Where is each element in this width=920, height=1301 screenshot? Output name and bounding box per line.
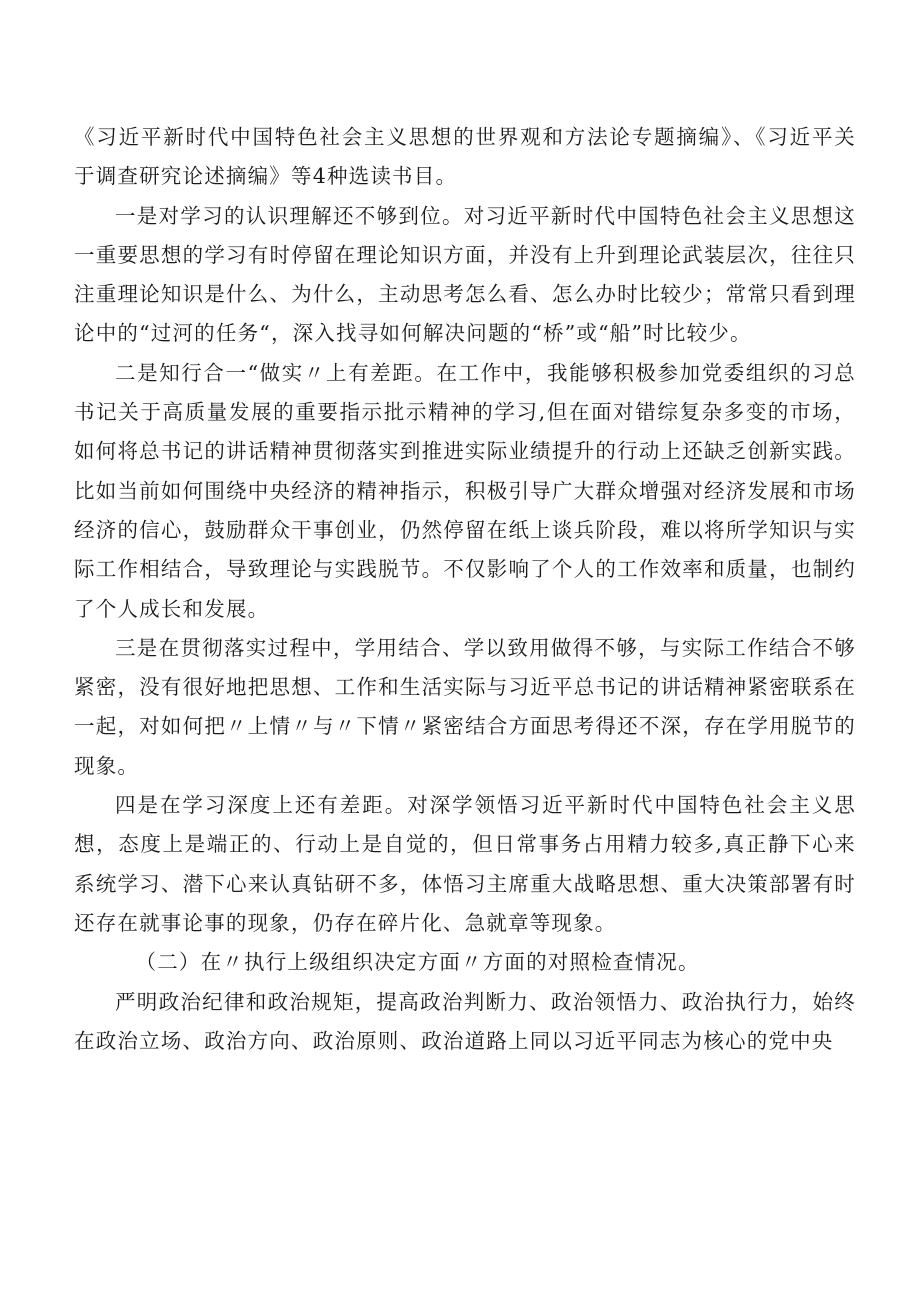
paragraph-point-two: 二是知行合一“做实〃上有差距。在工作中，我能够积极参加党委组织的习总书记关于高质量发展的重要指示批示精神的学习,但在面对错综复杂多变的市场，如何将总书记的讲话精神贯彻落实到推进实际业绩提升的行动上还缺乏创新实践。比如当前如何围绕中央经济的精神指示，积极引导广大群众增强对经济发展和市场经济的信心，鼓励群众干事创业，仍然停留在纸上谈兵阶段，难以将所学知识与实际工作相结合，导致理论与实践脱节。不仅影响了个人的工作效率和质量，也制约了个人成长和发展。 (74, 360, 856, 621)
document-page (74, 118, 856, 1061)
paragraph-reading-list: 《习近平新时代中国特色社会主义思想的世界观和方法论专题摘编》、《习近平关于调查研究论述摘编》等4种选读书目。 (74, 125, 856, 189)
paragraph-point-three: 三是在贯彻落实过程中，学用结合、学以致用做得不够，与实际工作结合不够紧密，没有很好地把思想、工作和生活实际与习近平总书记的讲话精神紧密联系在一起，对如何把〃上情〃与〃下情〃紧密结合方面思考得还不深，存在学用脱节的现象。 (74, 635, 856, 778)
paragraph-point-one: 一是对学习的认识理解还不够到位。对习近平新时代中国特色社会主义思想这一重要思想的学习有时停留在理论知识方面，并没有上升到理论武装层次，往往只注重理论知识是什么、为什么，主动思考怎么看、怎么办时比较少；常常只看到理论中的“过河的任务“，深入找寻如何解决问题的“桥”或“船”时比较少。 (74, 203, 856, 346)
paragraph-section-two-body: 严明政治纪律和政治规矩，提高政治判断力、政治领悟力、政治执行力，始终在政治立场、政治方向、政治原则、政治道路上同以习近平同志为核心的党中央 (74, 989, 856, 1053)
paragraph-point-four: 四是在学习深度上还有差距。对深学领悟习近平新时代中国特色社会主义思想，态度上是端正的、行动上是自觉的，但日常事务占用精力较多,真正静下心来系统学习、潜下心来认真钻研不多，体悟习主席重大战略思想、重大决策部署有时还存在就事论事的现象，仍存在碎片化、急就章等现象。 (74, 793, 856, 935)
section-two-heading: （二）在〃执行上级组织决定方面〃方面的对照检查情况。 (135, 950, 700, 975)
